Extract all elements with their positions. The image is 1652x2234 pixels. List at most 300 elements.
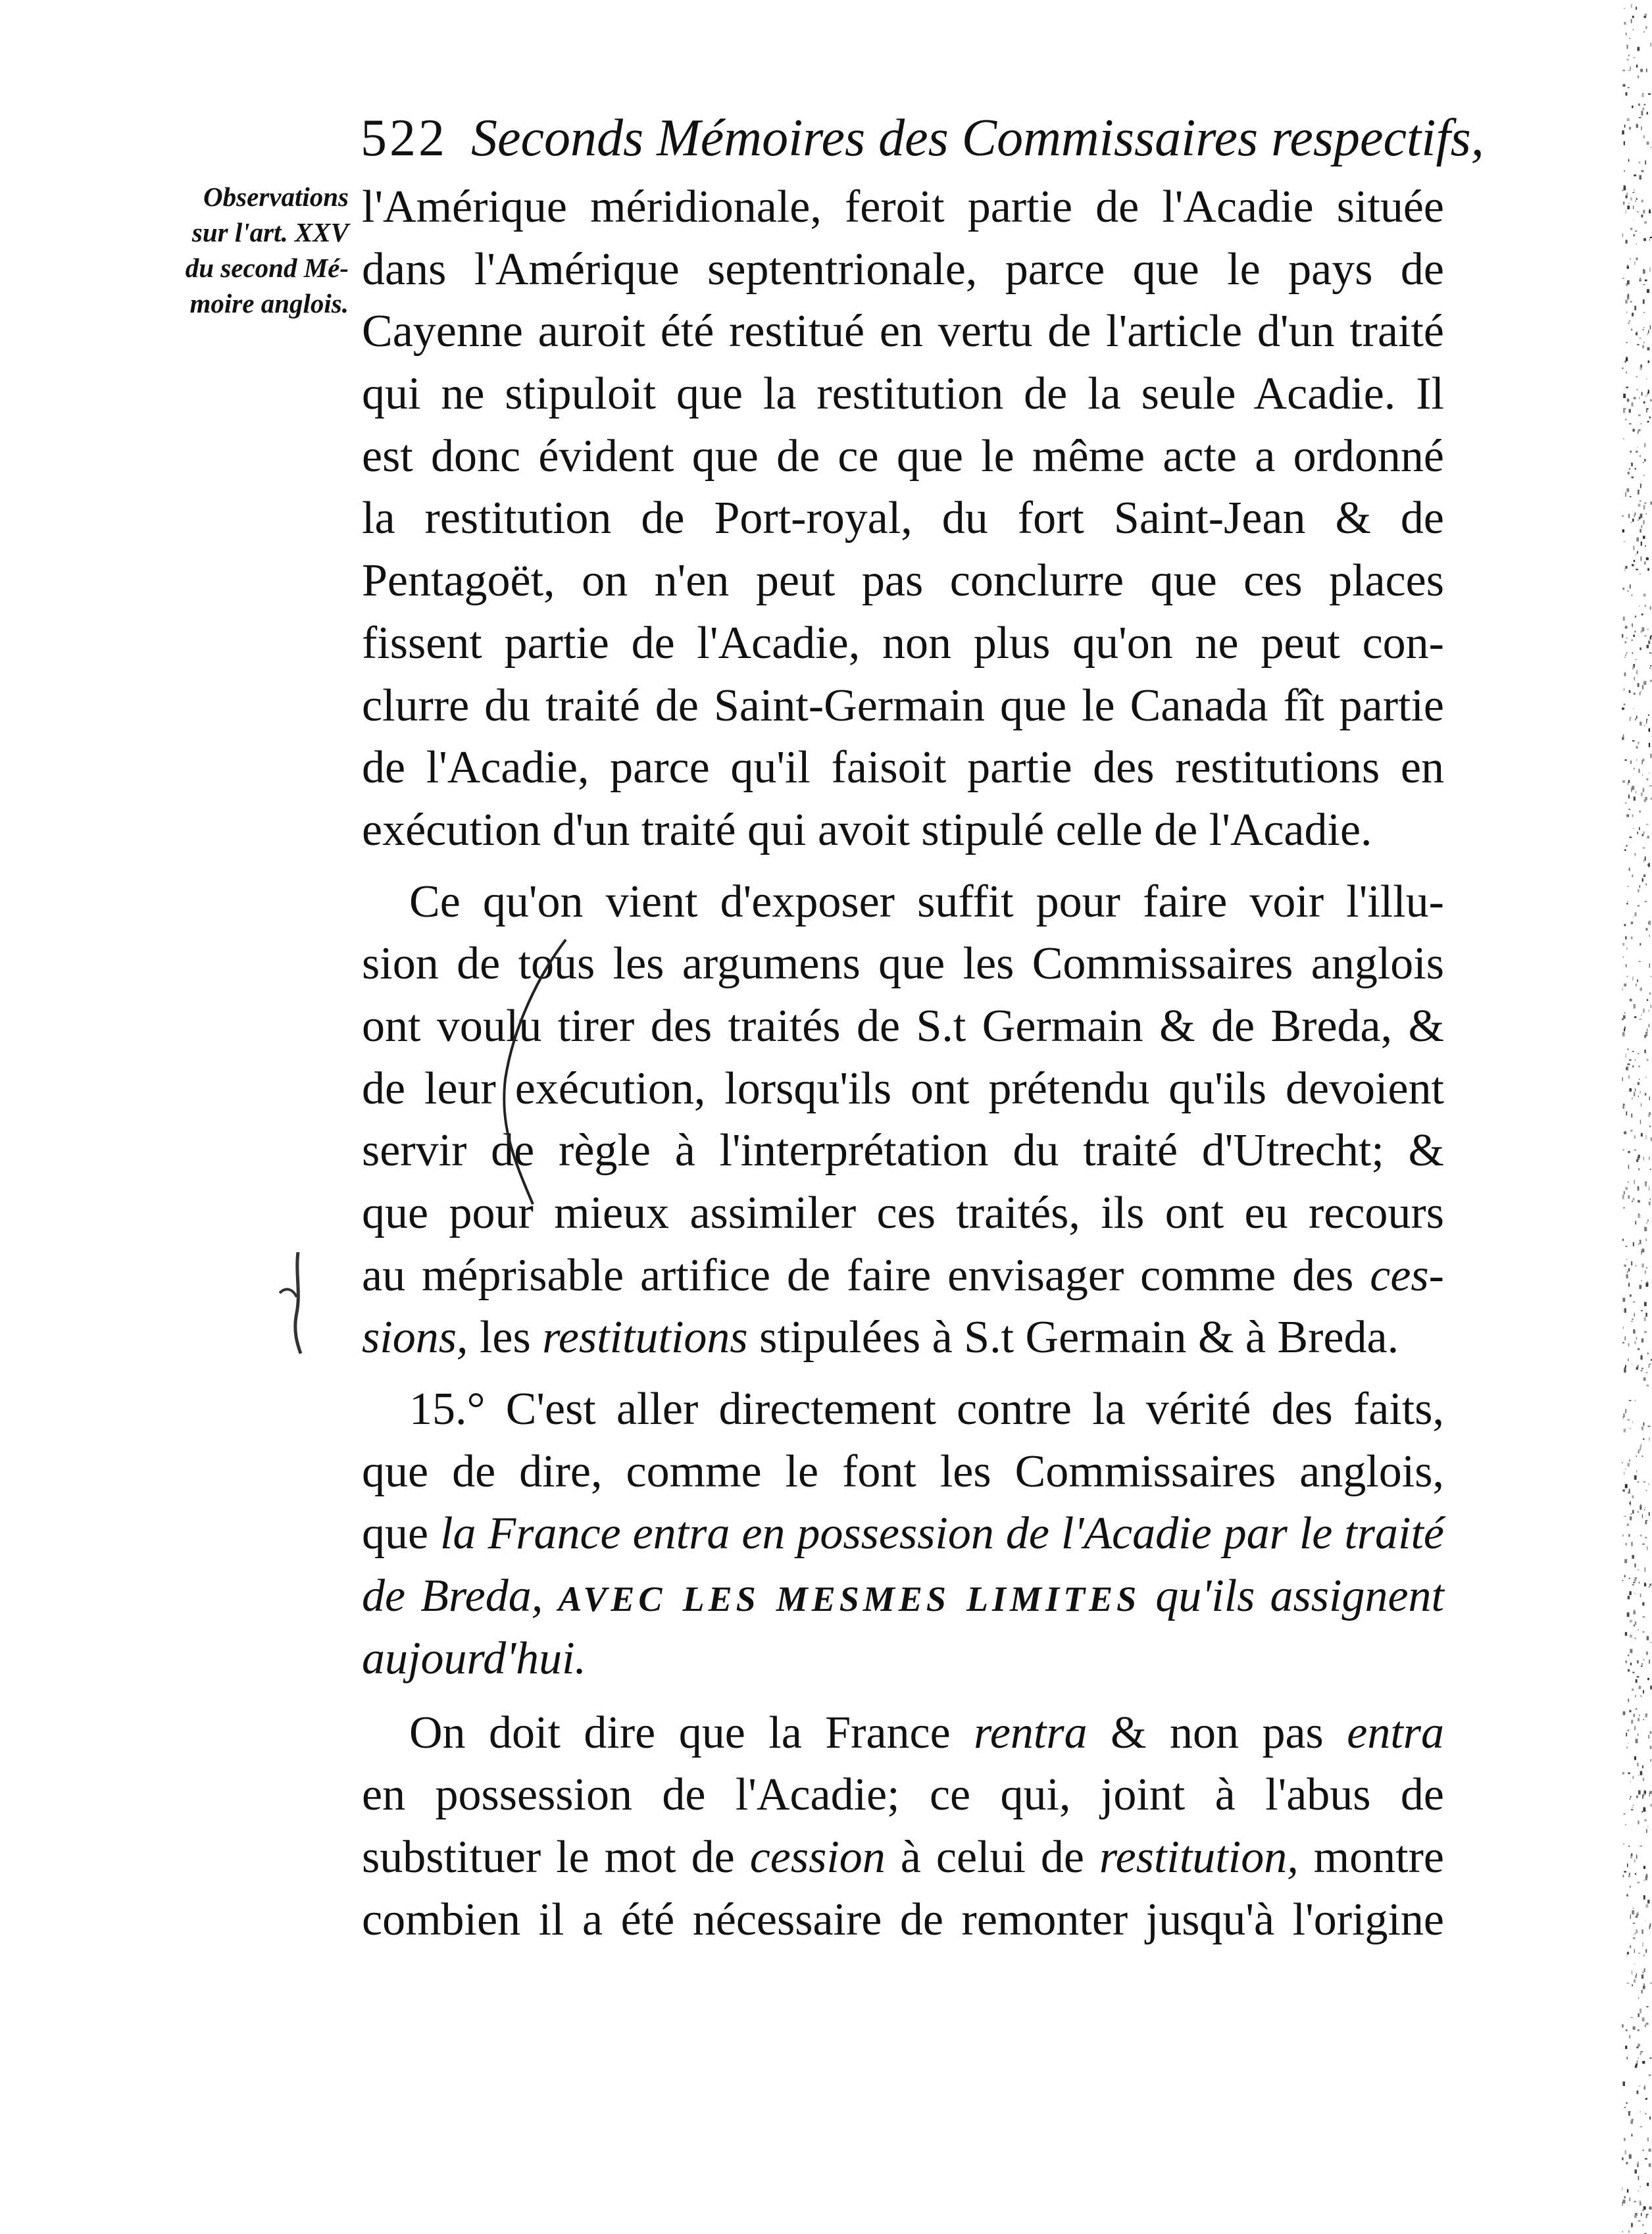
scan-speck [1649, 2058, 1651, 2059]
scan-speck [1638, 2029, 1640, 2031]
scan-speck [1647, 1636, 1649, 1640]
scan-speck [1647, 1219, 1649, 1222]
scan-speck [1634, 693, 1636, 695]
scan-speck [1641, 542, 1642, 546]
scan-speck [1624, 984, 1626, 986]
scan-speck [1647, 289, 1649, 293]
scan-speck [1643, 536, 1645, 539]
scan-speck [1636, 7, 1637, 10]
scan-speck [1634, 1136, 1636, 1139]
scan-speck [1643, 1631, 1645, 1632]
scan-speck [1627, 1952, 1629, 1954]
scan-speck [1635, 719, 1636, 721]
scan-speck [1647, 141, 1649, 145]
scan-speck [1628, 1268, 1630, 1271]
scan-speck [1634, 853, 1636, 855]
scan-speck [1629, 809, 1630, 810]
scan-speck [1647, 1827, 1649, 1828]
scan-speck [1630, 1798, 1631, 1800]
scan-speck [1626, 815, 1628, 816]
scan-speck [1625, 1661, 1627, 1662]
scan-speck [1644, 503, 1646, 504]
scan-speck [1639, 175, 1642, 180]
scan-speck [1634, 1004, 1636, 1009]
scan-speck [1632, 565, 1634, 566]
scan-speck [1629, 1460, 1630, 1462]
scan-speck [1626, 903, 1628, 904]
scan-speck [1639, 455, 1640, 457]
scan-speck [1629, 1059, 1632, 1061]
scan-speck [1641, 392, 1643, 396]
scan-speck [1649, 1097, 1650, 1101]
scan-speck [1622, 2231, 1623, 2232]
scan-speck [1639, 529, 1641, 533]
scan-speck [1648, 1483, 1649, 1485]
scan-speck [1622, 780, 1625, 783]
scan-speck [1645, 605, 1646, 607]
scan-speck [1636, 1914, 1638, 1916]
scan-speck [1628, 2112, 1630, 2116]
scan-speck [1636, 243, 1637, 244]
scan-speck [1636, 1470, 1638, 1473]
scan-speck [1622, 588, 1624, 590]
text-line: sions, les restitutions stipulées à S.t Germain & à Breda. [362, 1312, 1399, 1363]
scan-speck [1637, 551, 1638, 554]
scan-speck [1624, 1309, 1625, 1312]
scan-speck [1623, 1150, 1624, 1151]
emphasis-text: rentra [974, 1707, 1088, 1758]
scan-speck [1649, 2074, 1651, 2076]
scan-speck [1645, 1949, 1647, 1953]
scan-speck [1636, 1796, 1638, 1798]
scan-speck [1647, 332, 1648, 336]
scan-speck [1643, 1866, 1645, 1869]
text-line: Ce qu'on vient d'exposer suffit pour faire voir l'illu- [409, 876, 1444, 927]
margin-note-line: du second Mé- [185, 253, 349, 283]
scan-speck [1627, 1983, 1630, 1984]
scan-speck [1627, 266, 1629, 268]
scan-speck [1626, 1894, 1628, 1897]
scan-speck [1622, 1875, 1624, 1877]
scan-speck [1645, 2098, 1647, 2100]
text-line: qui ne stipuloit que la restitution de la seule Acadie. Il [362, 368, 1444, 420]
scan-speck [1630, 1635, 1632, 1638]
scan-speck [1645, 1238, 1647, 1241]
scan-speck [1629, 38, 1630, 39]
scan-speck [1623, 617, 1625, 621]
scan-speck [1635, 659, 1637, 660]
scan-speck [1639, 988, 1642, 991]
scan-speck [1632, 652, 1634, 653]
scan-speck [1649, 1112, 1651, 1115]
scan-speck [1641, 95, 1644, 97]
scan-speck [1643, 2149, 1644, 2151]
scan-speck [1632, 1510, 1634, 1514]
scan-speck [1649, 2148, 1651, 2152]
scan-speck [1639, 161, 1641, 163]
scan-speck [1628, 1195, 1630, 1199]
scan-speck [1634, 797, 1636, 801]
scan-speck [1638, 504, 1641, 507]
scan-speck [1626, 638, 1628, 639]
scan-speck [1628, 293, 1629, 297]
scan-speck [1634, 677, 1635, 680]
emphasis-text: ces- [1370, 1250, 1444, 1301]
scan-speck [1641, 1811, 1643, 1812]
scan-speck [1639, 500, 1641, 502]
scan-speck [1637, 389, 1638, 390]
scan-speck [1647, 2137, 1649, 2141]
scan-speck [1638, 1511, 1639, 1513]
scan-speck [1636, 1708, 1638, 1710]
scan-speck [1631, 1809, 1634, 1810]
scan-speck [1650, 606, 1651, 611]
scan-speck [1638, 1569, 1639, 1571]
scan-speck [1632, 1776, 1634, 1779]
scan-speck [1629, 690, 1631, 693]
scan-speck [1650, 665, 1652, 667]
scan-speck [1638, 889, 1639, 892]
scan-speck [1641, 111, 1643, 115]
scan-speck [1643, 594, 1646, 597]
scan-speck [1634, 1475, 1637, 1480]
scan-speck [1634, 1341, 1636, 1344]
scan-speck [1646, 2023, 1649, 2025]
scan-speck [1634, 912, 1636, 916]
scan-speck [1626, 193, 1628, 197]
scan-speck [1643, 269, 1644, 270]
scan-speck [1633, 2026, 1636, 2029]
scan-speck [1631, 936, 1633, 939]
scan-speck [1643, 859, 1644, 862]
scan-speck [1630, 197, 1632, 201]
scan-speck [1643, 848, 1645, 849]
scan-speck [1622, 988, 1623, 991]
scan-speck [1626, 1067, 1627, 1070]
scan-speck [1647, 408, 1649, 409]
scan-speck [1629, 409, 1631, 413]
text-line: en possession de l'Acadie; ce qui, joint à l'abus de [362, 1769, 1444, 1821]
scan-speck [1630, 1130, 1632, 1132]
scan-speck [1635, 469, 1637, 470]
scan-speck [1644, 1583, 1646, 1587]
scan-speck [1636, 332, 1638, 335]
scan-speck [1642, 345, 1644, 348]
scan-speck [1638, 1482, 1639, 1483]
scan-speck [1634, 1092, 1635, 1096]
scan-speck [1642, 2061, 1645, 2064]
scan-speck [1647, 1384, 1649, 1386]
scan-speck [1634, 1180, 1635, 1184]
scan-speck [1630, 258, 1631, 259]
scan-speck [1623, 1015, 1626, 1019]
text-line: On doit dire que la France rentra & non pas entra [409, 1707, 1445, 1758]
scan-speck [1642, 878, 1643, 882]
scan-speck [1649, 2164, 1651, 2168]
scan-speck [1635, 513, 1636, 515]
scan-speck [1632, 1910, 1634, 1914]
scan-speck [1630, 1294, 1632, 1297]
scan-speck [1642, 685, 1643, 690]
scan-speck [1649, 963, 1650, 967]
scan-speck [1623, 1327, 1624, 1329]
scan-speck [1634, 1563, 1636, 1567]
scan-speck [1632, 1985, 1633, 1987]
scan-speck [1642, 1942, 1643, 1947]
scan-speck [1628, 514, 1630, 518]
scan-speck [1622, 1105, 1624, 1109]
scan-speck [1630, 496, 1632, 497]
scan-speck [1636, 1679, 1638, 1683]
scan-speck [1646, 557, 1649, 560]
scan-speck [1641, 1975, 1643, 1979]
scan-speck [1628, 203, 1629, 204]
scan-speck [1624, 1012, 1626, 1013]
scan-speck [1632, 786, 1634, 790]
scan-speck [1635, 1695, 1636, 1698]
scan-speck [1622, 1032, 1625, 1036]
scan-speck [1634, 234, 1635, 236]
scan-speck [1647, 1352, 1649, 1354]
scan-speck [1650, 399, 1652, 401]
scan-speck [1648, 361, 1650, 363]
scan-speck [1645, 1876, 1647, 1881]
margin-note-line: moire anglois. [189, 288, 349, 318]
scan-speck [1627, 488, 1630, 492]
scan-speck [1638, 1186, 1639, 1191]
scan-speck [1625, 642, 1627, 644]
scan-speck [1627, 1419, 1630, 1421]
scan-speck [1640, 691, 1641, 692]
scan-speck [1639, 769, 1640, 773]
scan-speck [1624, 1814, 1626, 1815]
scan-speck [1642, 1765, 1643, 1769]
scan-speck [1623, 84, 1626, 87]
scan-speck [1630, 761, 1632, 764]
scan-speck [1633, 1937, 1636, 1939]
scan-speck [1638, 1953, 1640, 1954]
scan-speck [1627, 2189, 1628, 2193]
scan-speck [1634, 1610, 1635, 1612]
scan-speck [1631, 19, 1632, 23]
scan-speck [1638, 1200, 1640, 1203]
scan-speck [1641, 2213, 1642, 2216]
scan-speck [1626, 240, 1628, 243]
scan-speck [1625, 626, 1628, 628]
scan-speck [1643, 875, 1645, 877]
scan-speck [1628, 322, 1630, 324]
scan-speck [1634, 397, 1636, 399]
scan-speck [1626, 342, 1628, 343]
scan-speck [1632, 2119, 1634, 2121]
scan-speck [1647, 865, 1650, 866]
scan-speck [1638, 1451, 1639, 1454]
scan-speck [1639, 517, 1641, 519]
scan-speck [1632, 313, 1634, 316]
scan-speck [1632, 402, 1634, 406]
scan-speck [1650, 753, 1651, 758]
scan-speck [1638, 1155, 1640, 1158]
text-line: clurre du traité de Saint-Germain que le Canada fît partie [362, 680, 1444, 731]
scan-speck [1641, 1338, 1643, 1342]
scan-speck [1645, 1032, 1647, 1036]
scan-speck [1633, 29, 1634, 31]
emphasis-text: de Breda, [362, 1571, 543, 1622]
scan-speck [1644, 1302, 1647, 1306]
scan-speck [1638, 520, 1639, 521]
scan-speck [1644, 443, 1645, 447]
scan-speck [1628, 1655, 1630, 1656]
scan-speck [1648, 1115, 1650, 1117]
scan-speck [1626, 2029, 1628, 2031]
scan-speck [1641, 525, 1643, 528]
scan-speck [1636, 198, 1638, 200]
scan-speck [1640, 1594, 1641, 1598]
scan-speck [1632, 1555, 1634, 1559]
scan-speck [1644, 1317, 1646, 1321]
scan-speck [1643, 462, 1644, 463]
text-line: dans l'Amérique septentrionale, parce que le pays de [362, 243, 1444, 295]
scan-speck [1639, 2186, 1641, 2187]
scan-speck [1622, 190, 1623, 191]
scan-speck [1644, 1510, 1645, 1511]
scan-speck [1649, 1791, 1652, 1794]
scan-speck [1636, 1854, 1637, 1858]
scan-speck [1646, 1135, 1647, 1140]
scan-speck [1641, 170, 1644, 172]
scan-speck [1639, 885, 1641, 888]
scan-speck [1641, 1665, 1643, 1667]
scan-speck [1650, 1983, 1652, 1984]
scan-speck [1626, 1274, 1628, 1278]
scan-speck [1632, 740, 1635, 742]
scan-speck [1641, 1263, 1643, 1267]
scan-speck [1637, 211, 1639, 213]
scan-speck [1638, 1629, 1639, 1630]
scan-speck [1634, 1726, 1636, 1730]
scan-speck [1633, 768, 1635, 770]
scan-speck [1638, 1733, 1639, 1736]
scan-speck [1648, 714, 1649, 716]
scan-speck [1632, 476, 1634, 478]
scan-speck [1637, 2091, 1639, 2094]
text-line: 15.° C'est aller directement contre la vérité des faits, [409, 1384, 1444, 1435]
scan-speck [1641, 792, 1643, 796]
scan-speck [1646, 2006, 1648, 2008]
scan-speck [1628, 886, 1629, 887]
text-line: que de dire, comme le font les Commissaires anglois, [362, 1446, 1444, 1497]
scan-speck [1644, 221, 1647, 223]
scan-speck [1629, 1873, 1630, 1875]
scan-speck [1649, 238, 1650, 241]
scan-speck [1632, 1421, 1633, 1423]
scan-speck [1629, 1488, 1630, 1492]
scan-speck [1635, 201, 1636, 202]
scan-speck [1627, 399, 1630, 401]
scan-speck [1645, 280, 1647, 282]
scan-speck [1627, 118, 1630, 122]
scan-speck [1643, 1438, 1645, 1440]
scan-speck [1646, 824, 1649, 825]
scan-speck [1632, 875, 1633, 877]
scan-speck [1639, 573, 1640, 574]
text-line: aujourd'hui. [362, 1633, 587, 1684]
scan-speck [1644, 1879, 1645, 1881]
scan-speck [1637, 832, 1638, 834]
scan-speck [1649, 1584, 1651, 1586]
running-title: Seconds Mémoires des Commissaires respectifs, [471, 109, 1484, 167]
scan-speck [1645, 1093, 1646, 1096]
scan-speck [1622, 515, 1624, 517]
scan-speck [1636, 569, 1638, 571]
scan-speck [1622, 1077, 1623, 1081]
scan-speck [1636, 64, 1638, 67]
scan-speck [1643, 284, 1645, 285]
scan-speck [1646, 513, 1647, 514]
scan-speck [1624, 8, 1626, 9]
scan-speck [1624, 657, 1626, 658]
scan-speck [1622, 1239, 1624, 1241]
scan-speck [1641, 1929, 1643, 1934]
scan-speck [1626, 1111, 1628, 1115]
smallcaps-text: AVEC LES MESMES LIMITES [558, 1579, 1141, 1619]
scan-speck [1626, 2102, 1628, 2104]
scan-speck [1622, 738, 1624, 740]
scan-speck [1650, 1731, 1652, 1734]
scan-speck [1641, 1368, 1643, 1369]
scan-speck [1632, 1688, 1634, 1690]
scan-speck [1628, 1534, 1630, 1536]
scan-speck [1633, 916, 1634, 917]
scan-speck [1636, 538, 1639, 542]
scan-speck [1628, 1075, 1630, 1079]
scan-speck [1635, 2066, 1638, 2068]
scan-speck [1632, 1051, 1634, 1052]
scan-speck [1647, 999, 1648, 1001]
scan-speck [1649, 743, 1650, 748]
scan-speck [1625, 759, 1627, 761]
scan-speck [1634, 1949, 1635, 1953]
scan-speck [1647, 112, 1648, 114]
scan-speck [1625, 1824, 1626, 1825]
scan-speck [1641, 215, 1643, 217]
scan-speck [1635, 1088, 1636, 1092]
scan-speck [1643, 1690, 1644, 1693]
scan-speck [1628, 795, 1630, 799]
scan-speck [1643, 1954, 1644, 1956]
scan-speck [1639, 943, 1641, 946]
scan-speck [1622, 2024, 1623, 2027]
text-line: substituer le mot de cession à celui de restitution, montre [362, 1831, 1444, 1883]
scan-speck [1638, 1065, 1640, 1067]
scan-speck [1634, 1313, 1635, 1317]
scan-speck [1636, 1930, 1638, 1933]
scan-speck [1628, 1596, 1630, 1599]
text-line: de leur exécution, lorsqu'ils ont prétendu qu'ils devoient [362, 1063, 1444, 1114]
scan-speck [1638, 1053, 1639, 1054]
scan-speck [1645, 395, 1646, 397]
scan-speck [1624, 2196, 1626, 2198]
scan-speck [1645, 161, 1646, 165]
scan-speck [1649, 210, 1651, 213]
scan-speck [1645, 14, 1647, 16]
scan-speck [1622, 1342, 1624, 1344]
scan-speck [1632, 667, 1634, 670]
scan-speck [1638, 104, 1639, 106]
scan-speck [1622, 130, 1624, 134]
scan-speck [1636, 451, 1638, 453]
scan-speck [1643, 520, 1645, 524]
